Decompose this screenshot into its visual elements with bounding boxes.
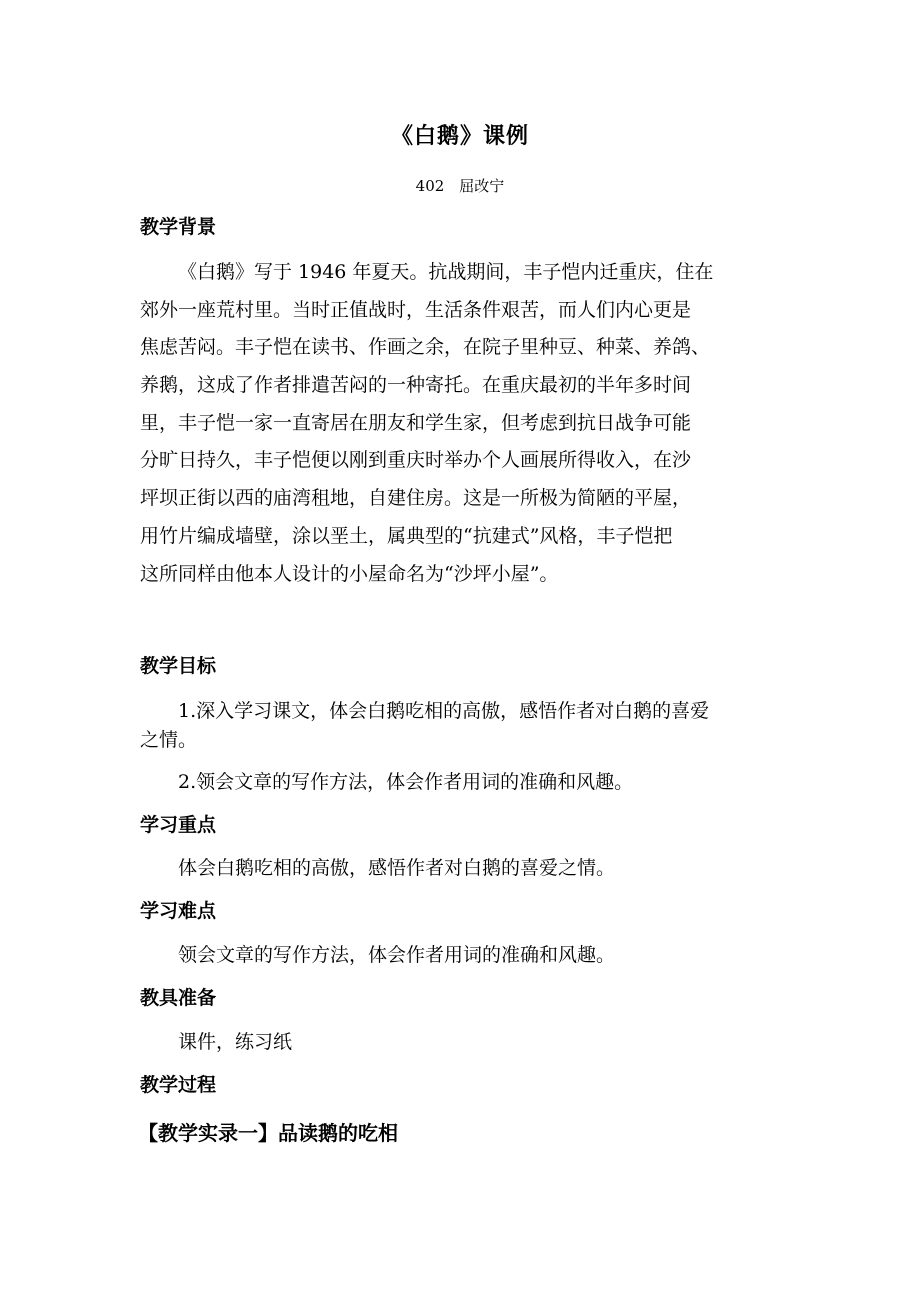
difficulties-text: 领会文章的写作方法，体会作者用词的准确和风趣。 xyxy=(178,944,616,966)
background-line: 养鹅，这成了作者排遣苦闷的一种寄托。在重庆最初的半年多时间 xyxy=(140,374,692,397)
section-heading-key-points: 学习重点 xyxy=(140,814,217,836)
key-points-text: 体会白鹅吃相的高傲，感悟作者对白鹅的喜爱之情。 xyxy=(178,857,616,879)
section-heading-process: 教学过程 xyxy=(140,1074,217,1096)
background-line: 坪坝正街以西的庙湾租地，自建住房。这是一所极为简陋的平屋， xyxy=(140,487,692,510)
background-paragraph xyxy=(140,254,780,593)
section-heading-background: 教学背景 xyxy=(140,216,217,238)
background-line: 里，丰子恺一家一直寄居在朋友和学生家，但考虑到抗日战争可能 xyxy=(140,411,692,434)
section-heading-goals: 教学目标 xyxy=(140,655,217,677)
document-author: 402 屈改宁 xyxy=(415,177,505,195)
background-line: 《白鹅》写于 1946 年夏天。抗战期间，丰子恺内迁重庆，住在 xyxy=(178,261,714,283)
goal-2: 2.领会文章的写作方法，体会作者用词的准确和风趣。 xyxy=(178,771,634,793)
document-title: 《白鹅》课例 xyxy=(390,124,529,149)
background-line: 分旷日持久，丰子恺便以刚到重庆时举办个人画展所得收入，在沙 xyxy=(140,449,692,472)
record-heading-1: 【教学实录一】品读鹅的吃相 xyxy=(138,1121,398,1145)
background-line: 用竹片编成墙壁，涂以垩土，属典型的“抗建式”风格，丰子恺把 xyxy=(140,524,673,547)
background-line: 这所同样由他本人设计的小屋命名为“沙坪小屋”。 xyxy=(140,562,559,585)
section-heading-difficulties: 学习难点 xyxy=(140,900,217,922)
goal-1-line: 之情。 xyxy=(140,729,198,751)
section-heading-materials: 教具准备 xyxy=(140,987,217,1009)
materials-text: 课件，练习纸 xyxy=(178,1031,293,1053)
goal-1-line: 1.深入学习课文，体会白鹅吃相的高傲，感悟作者对白鹅的喜爱 xyxy=(178,700,710,722)
background-line: 焦虑苦闷。丰子恺在读书、作画之余，在院子里种豆、种菜、养鸽、 xyxy=(140,336,711,359)
background-line: 郊外一座荒村里。当时正值战时，生活条件艰苦，而人们内心更是 xyxy=(140,298,692,321)
goal-1 xyxy=(140,697,780,755)
